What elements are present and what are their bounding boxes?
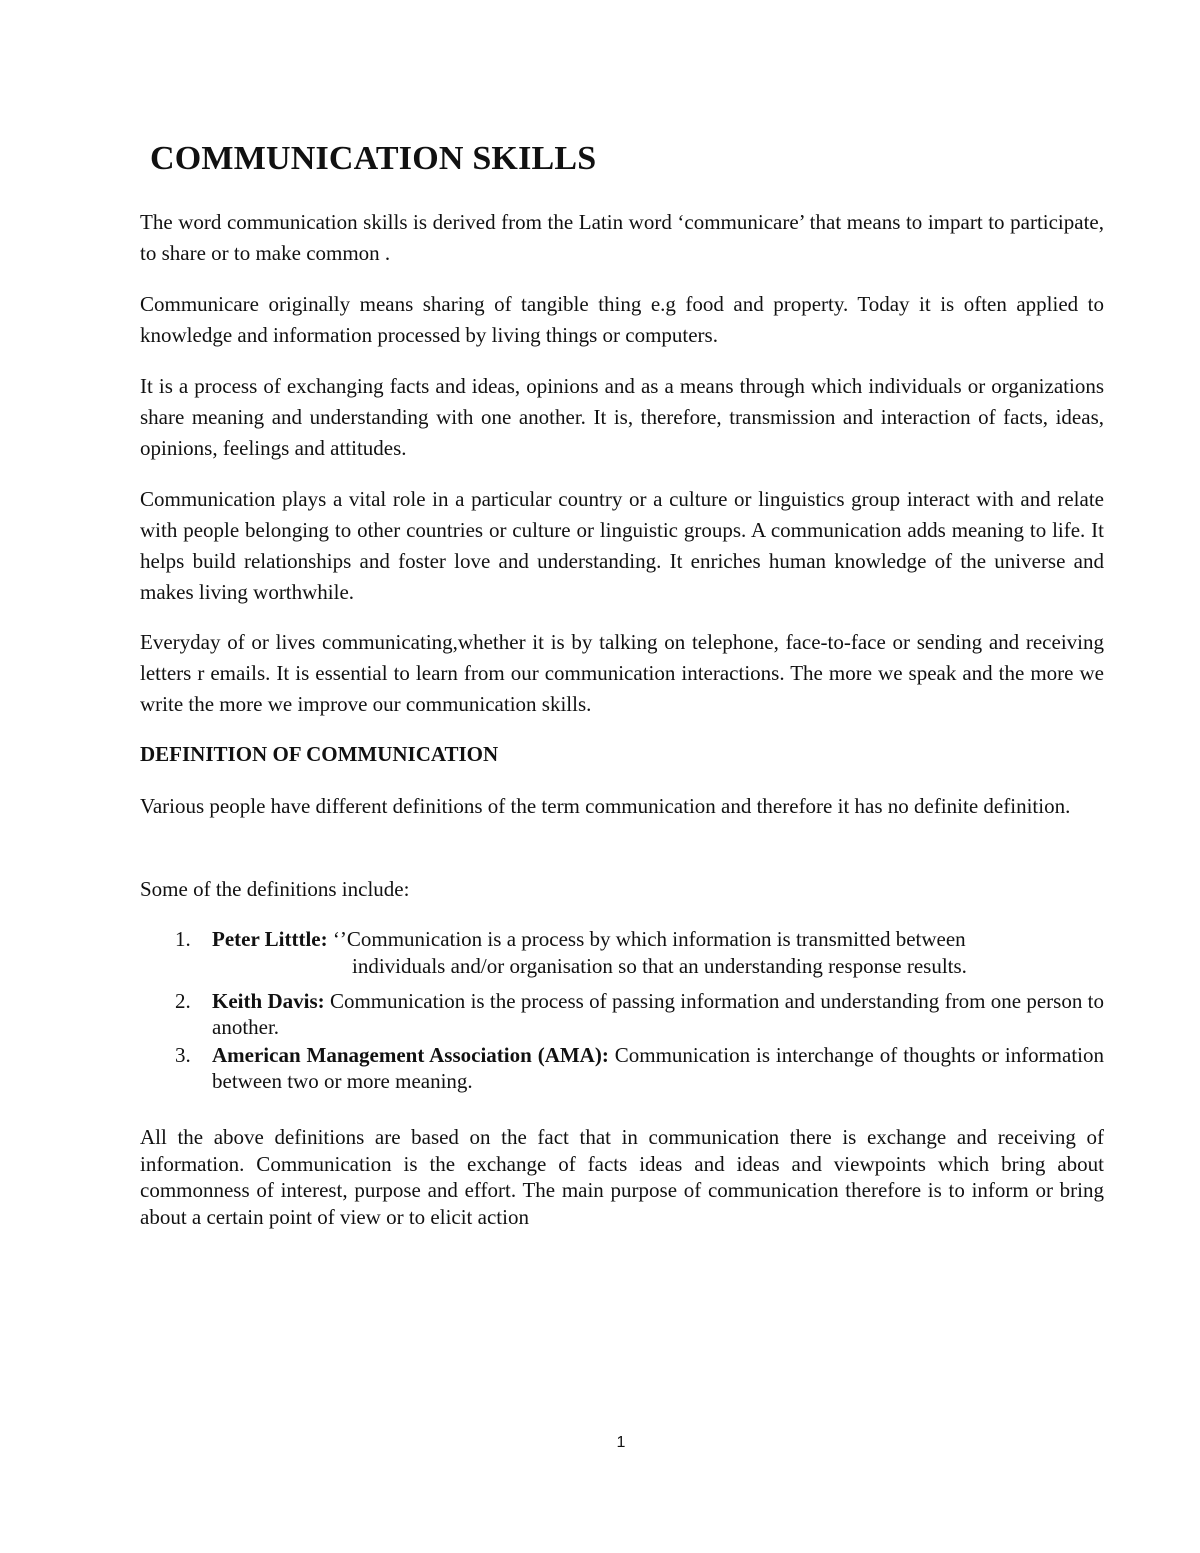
definition-item <box>140 988 1104 1040</box>
list-number: 1. <box>175 927 191 951</box>
definition-text: Communication is the process of passing information and understanding from one person to another. <box>212 989 1104 1039</box>
definition-author: Keith Davis: <box>212 989 325 1013</box>
paragraph-everyday: Everyday of or lives communicating,whether it is by talking on telephone, face-to-face or sending and receiving letters r emails. It is essential to learn from our communication interactions. The more we speak and the more we write the more we improve our communication skills. <box>140 630 1104 716</box>
list-number: 2. <box>175 989 191 1013</box>
page-title: COMMUNICATION SKILLS <box>150 140 597 177</box>
definition-text-continued: individuals and/or organisation so that an understanding response results. <box>352 954 967 978</box>
paragraph-conclusion: All the above definitions are based on the fact that in communication there is exchange and receiving of information. Communication is the exchange of facts ideas and ideas and viewpoints which bring about commonness of interest, purpose and effort. The main purpose of communication therefore is to inform or bring about a certain point of view or to elicit action <box>140 1125 1104 1229</box>
definition-heading: DEFINITION OF COMMUNICATION <box>140 742 499 766</box>
paragraph-process: It is a process of exchanging facts and ideas, opinions and as a means through which individuals or organizations share meaning and understanding with one another. It is, therefore, transmission and interaction of facts, ideas, opinions, feelings and attitudes. <box>140 374 1104 460</box>
definition-author: American Management Association (AMA): <box>212 1043 609 1067</box>
definition-intro: Various people have different definitions of the term communication and therefore it has no definite definition. <box>140 794 1071 818</box>
definition-item <box>140 926 1104 988</box>
list-number: 3. <box>175 1043 191 1067</box>
paragraph-communicare: Communicare originally means sharing of tangible thing e.g food and property. Today it is often applied to knowledge and information processed by living things or computers. <box>140 292 1104 347</box>
paragraph-etymology: The word communication skills is derived from the Latin word ‘communicare’ that means to impart to participate, to share or to make common . <box>140 210 1104 265</box>
definition-text: ‘’Communication is a process by which information is transmitted between <box>327 927 966 951</box>
paragraph-vital-role: Communication plays a vital role in a particular country or a culture or linguistics group interact with and relate with people belonging to other countries or culture or linguistic groups. A communication adds meaning to life. It helps build relationships and foster love and understanding. It enriches human knowledge of the universe and makes living worthwhile. <box>140 487 1104 604</box>
definition-item <box>140 1042 1104 1094</box>
definition-author: Peter Litttle: <box>212 927 328 951</box>
definition-text: Communication is interchange of thoughts or information between two or more meaning. <box>212 1043 1104 1093</box>
definitions-list <box>140 926 1104 1096</box>
page-number: 1 <box>616 1434 626 1451</box>
definitions-lead: Some of the definitions include: <box>140 877 410 901</box>
